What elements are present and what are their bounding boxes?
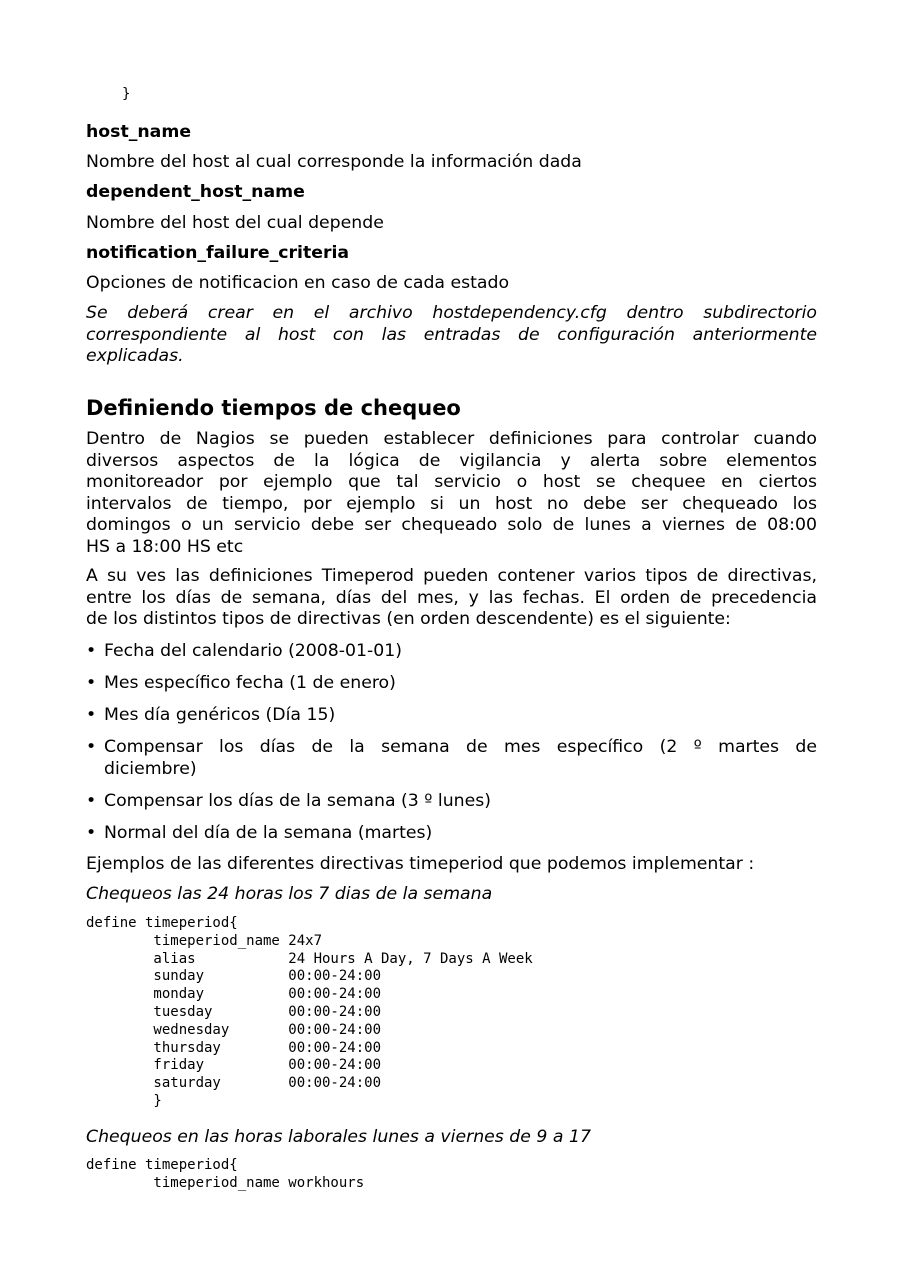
examples-intro: Ejemplos de las diferentes directivas timeperiod que podemos implementar : [86,854,755,874]
bullet-icon: • [86,737,97,757]
example2-caption: Chequeos en las horas laborales lunes a viernes de 9 a 17 [86,1127,591,1147]
para-line: HS a 18:00 HS etc [86,536,244,557]
term-dependent-host-name: dependent_host_name [86,182,305,202]
list-item [86,823,817,845]
para-line: de los distintos tipos de directivas (en orden descendente) es el siguiente: [86,609,731,630]
note-line: Se deberá crear en el archivo hostdependency.cfg dentro subdirectorio [86,303,817,323]
para-line: entre los días de semana, días del mes, y las fechas. El orden de precedencia [86,587,817,608]
bullet-icon: • [86,705,97,725]
note-paragraph [86,303,817,368]
term-host-name-desc: Nombre del host al cual corresponde la información dada [86,152,582,172]
bullet-icon: • [86,791,97,811]
para-line: diversos aspectos de la lógica de vigilancia y alerta sobre elementos [86,450,817,471]
list-item-text: diciembre) [104,758,197,779]
para-line: A su ves las definiciones Timeperod pueden contener varios tipos de directivas, [86,566,817,586]
term-notification-failure-criteria: notification_failure_criteria [86,243,350,263]
list-item [86,641,817,663]
term-host-name: host_name [86,122,192,142]
bullet-icon: • [86,673,97,693]
para-line: Dentro de Nagios se pueden establecer definiciones para controlar cuando [86,429,817,449]
precedence-paragraph [86,566,817,631]
term-notification-failure-criteria-desc: Opciones de notificacion en caso de cada estado [86,273,510,293]
list-item [86,737,817,780]
list-item-text: Mes día genéricos (Día 15) [104,705,336,725]
term-dependent-host-name-desc: Nombre del host del cual depende [86,213,384,233]
intro-paragraph [86,429,817,559]
code-closing-brace: } [122,86,131,102]
para-line: domingos o un servicio debe ser chequeado solo de lunes a viernes de 08:00 [86,515,817,536]
list-item [86,791,817,813]
example2-code: define timeperiod{ timeperiod_name workhours [86,1157,365,1191]
list-item-text: Compensar los días de la semana de mes específico (2 º martes de [104,737,817,757]
para-line: monitoreador por ejemplo que tal servicio o host se chequee en ciertos [86,472,817,493]
example1-code: define timeperiod{ timeperiod_name 24x7 alias 24 Hours A Day, 7 Days A Week sunday 00:00-24:00 monday 00:00-24:00 tuesday 00:00-24:00 wednesday 00:00-24:00 thursday 00:00-24:00 friday 00:00-24:00 saturday 00:00-24:00 } [86,915,533,1109]
bullet-icon: • [86,641,97,661]
example1-caption: Chequeos las 24 horas los 7 dias de la semana [86,884,493,904]
list-item-text: Fecha del calendario (2008-01-01) [104,641,402,661]
section-heading: Definiendo tiempos de chequeo [86,396,461,420]
note-line: correspondiente al host con las entradas de configuración anteriormente [86,324,817,345]
list-item-text: Mes específico fecha (1 de enero) [104,673,396,693]
list-item-text: Normal del día de la semana (martes) [104,823,433,843]
para-line: intervalos de tiempo, por ejemplo si un host no debe ser chequeado los [86,493,817,514]
list-item [86,705,817,727]
bullet-icon: • [86,823,97,843]
note-line: explicadas. [86,346,184,367]
list-item-text: Compensar los días de la semana (3 º lunes) [104,791,491,811]
list-item [86,673,817,695]
